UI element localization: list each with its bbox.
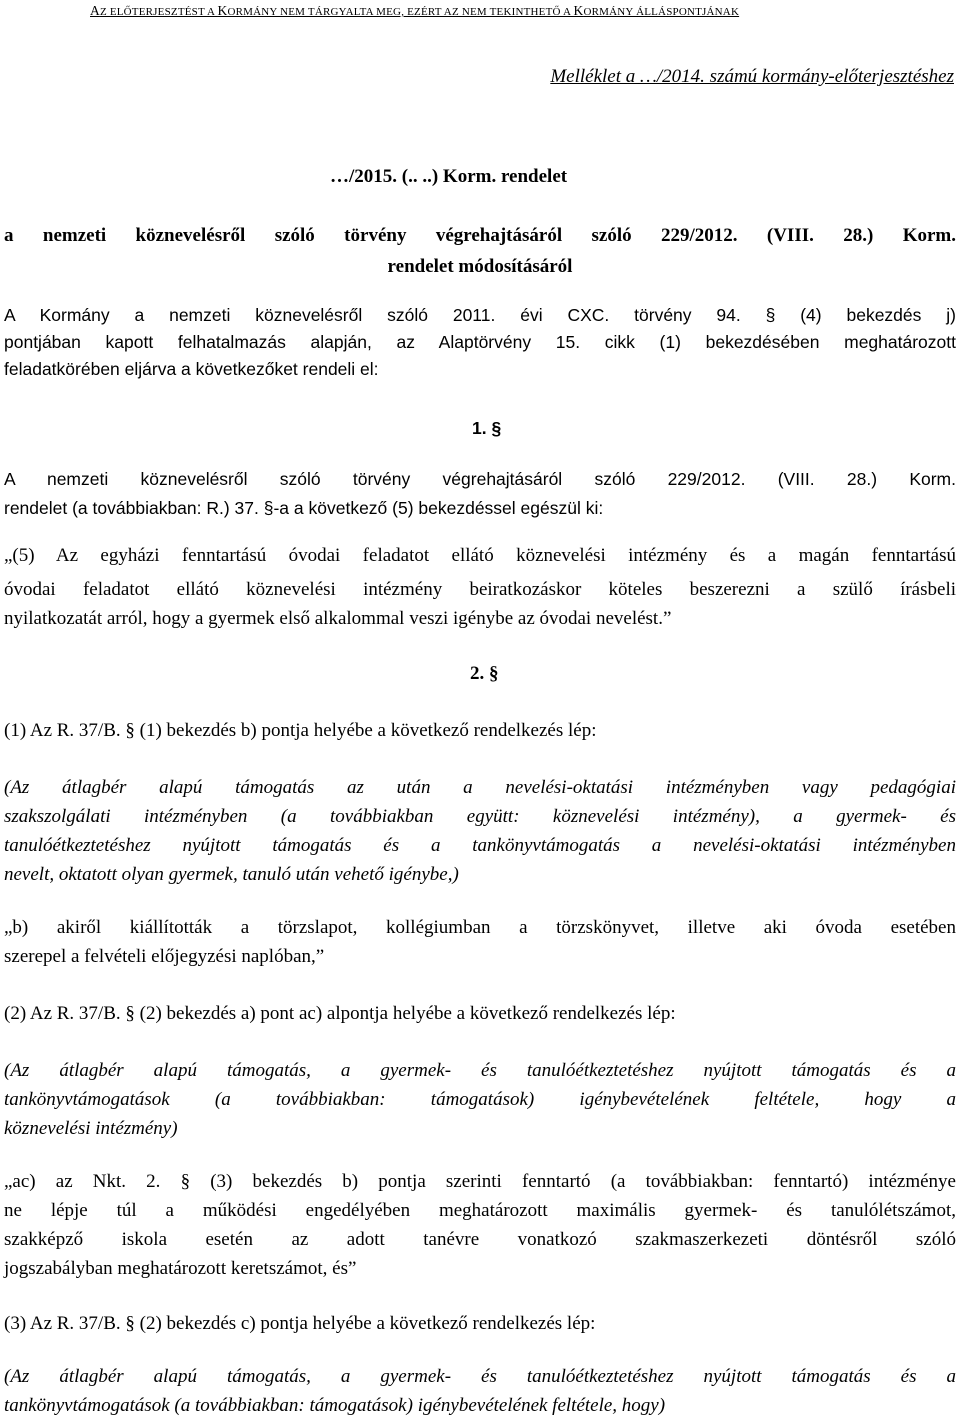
section-1-intro-line-2: rendelet (a továbbiakban: R.) 37. §-a a következő (5) bekezdéssel egészül ki: bbox=[4, 498, 604, 518]
section-2-p2-text-line-2: ne lépje túl a működési engedélyében meghatározott maximális gyermek- és tanulólétszámot, bbox=[4, 1200, 956, 1221]
section-2-p1-context-line-1: (Az átlagbér alapú támogatás az után a nevelési-oktatási intézményben vagy pedagógiai bbox=[4, 777, 956, 798]
section-2-p3-context-line-2: tankönyvtámogatások (a továbbiakban: támogatások) igénybevételének feltétele, hogy) bbox=[4, 1395, 666, 1416]
header-notice-cap-1: A bbox=[90, 3, 100, 18]
section-2-p2-text-line-3: szakképző iskola esetén az adott tanévre vonatkozó szakmaszerkezeti döntésről szóló bbox=[4, 1229, 956, 1250]
header-notice-cap-2: K bbox=[217, 3, 228, 18]
section-2-p2-context-line-3: köznevelési intézmény) bbox=[4, 1118, 178, 1139]
section-1-quote-line-3: nyilatkozatát arról, hogy a gyermek első alkalommal veszi igénybe az óvodai nevelést.” bbox=[4, 608, 672, 629]
preamble-line-1: A Kormány a nemzeti köznevelésről szóló 2011. évi CXC. törvény 94. § (4) bekezdés j) bbox=[4, 305, 956, 325]
decree-number: …/2015. (.. ..) Korm. rendelet bbox=[330, 166, 568, 187]
section-2-p2-context-line-1: (Az átlagbér alapú támogatás, a gyermek- és tanulóétkeztetéshez nyújtott támogatás és a bbox=[4, 1060, 956, 1081]
section-1-quote-line-1: „(5) Az egyházi fenntartású óvodai feladatot ellátó köznevelési intézmény és a magán fenntartású bbox=[4, 545, 956, 566]
section-2-p2-text-line-1: „ac) az Nkt. 2. § (3) bekezdés b) pontja szerinti fenntartó (a továbbiakban: fenntartó) intézménye bbox=[4, 1171, 956, 1192]
header-notice-cap-3: K bbox=[573, 3, 584, 18]
section-2-p1-intro: (1) Az R. 37/B. § (1) bekezdés b) pontja helyébe a következő rendelkezés lép: bbox=[4, 720, 597, 741]
decree-title-line-2: rendelet módosításáról bbox=[387, 256, 573, 277]
section-2-p1-context-line-2: szakszolgálati intézményben (a továbbiakban együtt: köznevelési intézmény), a gyermek- és bbox=[4, 806, 956, 827]
section-2-p1-text-line-2: szerepel a felvételi előjegyzési naplóban,” bbox=[4, 946, 325, 967]
header-notice bbox=[90, 3, 739, 19]
section-2-p2-intro: (2) Az R. 37/B. § (2) bekezdés a) pont ac) alpontja helyébe a következő rendelkezés lép: bbox=[4, 1003, 676, 1024]
header-notice-sc-3: ORMÁNY ÁLLÁSPONTJÁNAK bbox=[583, 6, 740, 18]
section-2-p3-intro: (3) Az R. 37/B. § (2) bekezdés c) pontja helyébe a következő rendelkezés lép: bbox=[4, 1313, 596, 1334]
section-2-p3-context-line-1: (Az átlagbér alapú támogatás, a gyermek- és tanulóétkeztetéshez nyújtott támogatás és a bbox=[4, 1366, 956, 1387]
attachment-label: Melléklet a …/2014. számú kormány-előterjesztéshez bbox=[550, 66, 954, 87]
preamble-line-2: pontjában kapott felhatalmazás alapján, az Alaptörvény 15. cikk (1) bekezdésében meghatározott bbox=[4, 332, 956, 352]
section-1-number: 1. § bbox=[472, 418, 502, 438]
section-2-number: 2. § bbox=[470, 663, 499, 684]
section-2-p1-text-line-1: „b) akiről kiállították a törzslapot, kollégiumban a törzskönyvet, illetve aki óvoda esetében bbox=[4, 917, 956, 938]
section-1-intro-line-1: A nemzeti köznevelésről szóló törvény végrehajtásáról szóló 229/2012. (VIII. 28.) Korm. bbox=[4, 469, 956, 489]
header-notice-sc-1: Z ELŐTERJESZTÉST A bbox=[99, 6, 218, 18]
preamble-line-3: feladatkörében eljárva a következőket rendeli el: bbox=[4, 359, 379, 379]
section-2-p1-context-line-3: tanulóétkeztetéshez nyújtott támogatás és a tankönyvtámogatás a nevelési-oktatási intézményben bbox=[4, 835, 956, 856]
header-notice-sc-2: ORMÁNY NEM TÁRGYALTA MEG, EZÉRT AZ NEM TEKINTHETŐ A bbox=[227, 6, 574, 18]
section-2-p1-context-line-4: nevelt, oktatott olyan gyermek, tanuló után vehető igénybe,) bbox=[4, 864, 459, 885]
section-2-p2-context-line-2: tankönyvtámogatások (a továbbiakban: támogatások) igénybevételének feltétele, hogy a bbox=[4, 1089, 956, 1110]
section-1-quote-line-2: óvodai feladatot ellátó köznevelési intézmény beiratkozáskor köteles beszerezni a szülő írásbeli bbox=[4, 579, 956, 600]
section-2-p2-text-line-4: jogszabályban meghatározott keretszámot, és” bbox=[4, 1258, 357, 1279]
decree-title-line-1: a nemzeti köznevelésről szóló törvény végrehajtásáról szóló 229/2012. (VIII. 28.) Korm. bbox=[4, 225, 956, 246]
